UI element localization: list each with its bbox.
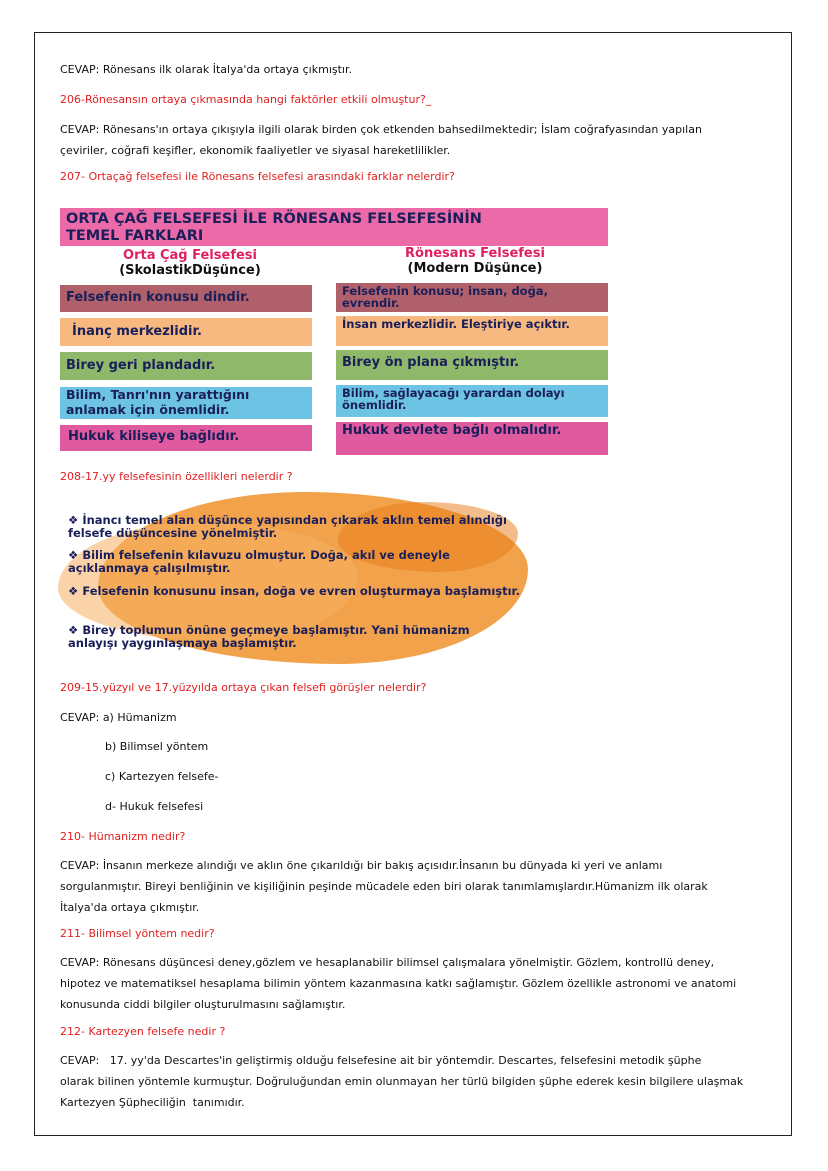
question-207: 207- Ortaçağ felsefesi ile Rönesans felsefesi arasındaki farklar nelerdir?: [60, 170, 455, 183]
left-item-5: Hukuk kiliseye bağlıdır.: [60, 425, 312, 451]
answer-209-a: CEVAP: a) Hümanizm: [60, 711, 177, 724]
right-item-4: Bilim, sağlayacağı yarardan dolayı önemlidir.: [336, 385, 608, 417]
right-subheading-text: (Modern Düşünce): [407, 261, 543, 276]
question-208: 208-17.yy felsefesinin özellikleri nelerdir ?: [60, 470, 293, 483]
right-item-1: Felsefenin konusu; insan, doğa, evrendir.: [336, 283, 608, 312]
diamond-bullet-icon: ❖: [68, 584, 79, 598]
right-column-heading: [350, 246, 600, 276]
feature-item-3: [68, 585, 523, 598]
answer-209-b: b) Bilimsel yöntem: [105, 740, 209, 753]
feature-text-4: Birey toplumun önüne geçmeye başlamıştır. Yani hümanizm anlayışı yaygınlaşmaya başlamıştır.: [68, 623, 470, 650]
answer-212: CEVAP: 17. yy'da Descartes'in geliştirmiş olduğu felsefesine ait bir yöntemdir. Descartes, felsefesini metodik şüphe olarak bilinen yöntemle kurmuştur. Doğruluğundan emin olunmayan her türlü bilgiden şüphe ederek kesin bilgilere ulaşmak Kartezyen Şüpheciliğin tanımıdır.: [60, 1054, 744, 1109]
left-item-4: Bilim, Tanrı'nın yarattığını anlamak için önemlidir.: [60, 387, 312, 419]
diamond-bullet-icon: ❖: [68, 513, 79, 527]
answer-206: CEVAP: Rönesans'ın ortaya çıkışıyla ilgili olarak birden çok etkenden bahsedilmektedir; İslam coğrafyasından yapılan çeviriler, coğrafi keşifler, ekonomik faaliyetler ve siyasal hareketlilikler.: [60, 123, 702, 157]
question-210: 210- Hümanizm nedir?: [60, 830, 186, 843]
feature-text-3: Felsefenin konusunu insan, doğa ve evren oluşturmaya başlamıştır.: [82, 584, 520, 598]
answer-italy: CEVAP: Rönesans ilk olarak İtalya'da ortaya çıkmıştır.: [60, 63, 352, 76]
feature-text-2: Bilim felsefenin kılavuzu olmuştur. Doğa, akıl ve deneyle açıklanmaya çalışılmıştır.: [68, 548, 450, 575]
feature-text-1: İnancı temel alan düşünce yapısından çıkarak aklın temel alındığı felsefe düşüncesine yönelmiştir.: [68, 513, 507, 540]
diamond-bullet-icon: ❖: [68, 548, 79, 562]
features-panel: [58, 492, 528, 664]
right-heading-text: Rönesans Felsefesi: [405, 246, 545, 261]
question-209: 209-15.yüzyıl ve 17.yüzyılda ortaya çıkan felsefi görüşler nelerdir?: [60, 681, 427, 694]
left-item-1: Felsefenin konusu dindir.: [60, 285, 312, 312]
right-item-2: İnsan merkezlidir. Eleştiriye açıktır.: [336, 316, 608, 346]
comparison-graphic: [60, 200, 608, 455]
answer-210: CEVAP: İnsanın merkeze alındığı ve aklın öne çıkarıldığı bir bakış açısıdır.İnsanın bu dünyada ki yeri ve anlamı sorgulanmıştır. Bireyi benliğinin ve kişiliğinin peşinde mücadele eden biri olarak tanımlamışlardır.Hümanizm ilk olarak İtalya'da ortaya çıkmıştır.: [60, 859, 708, 914]
left-subheading-text: (SkolastikDüşünce): [119, 263, 261, 278]
left-column-heading: [70, 248, 310, 278]
question-211: 211- Bilimsel yöntem nedir?: [60, 927, 215, 940]
left-heading-text: Orta Çağ Felsefesi: [123, 248, 257, 263]
question-206: 206-Rönesansın ortaya çıkmasında hangi faktörler etkili olmuştur?_: [60, 93, 432, 106]
right-item-5: Hukuk devlete bağlı olmalıdır.: [336, 422, 608, 455]
answer-209-c: c) Kartezyen felsefe-: [105, 770, 219, 783]
left-item-2: İnanç merkezlidir.: [60, 318, 312, 346]
right-item-3: Birey ön plana çıkmıştır.: [336, 350, 608, 380]
comparison-title-line2: TEMEL FARKLARI: [66, 228, 204, 244]
comparison-title-line1: ORTA ÇAĞ FELSEFESİ İLE RÖNESANS FELSEFESİNİN: [66, 211, 482, 227]
feature-item-2: [68, 549, 523, 575]
left-item-3: Birey geri plandadır.: [60, 352, 312, 380]
feature-item-4: [68, 624, 523, 650]
diamond-bullet-icon: ❖: [68, 623, 79, 637]
answer-211: CEVAP: Rönesans düşüncesi deney,gözlem ve hesaplanabilir bilimsel çalışmalara yönelmiştir. Gözlem, kontrollü deney, hipotez ve matematiksel hesaplama bilimin yöntem kazanmasına katkı sağlamıştır. Gözlem özellikle astronomi ve anatomi konusunda ciddi bilgiler oluşturulmasını sağlamıştır.: [60, 956, 737, 1011]
answer-209-d: d- Hukuk felsefesi: [105, 800, 204, 813]
feature-item-1: [68, 514, 523, 540]
comparison-title: [60, 208, 608, 246]
question-212: 212- Kartezyen felsefe nedir ?: [60, 1025, 226, 1038]
